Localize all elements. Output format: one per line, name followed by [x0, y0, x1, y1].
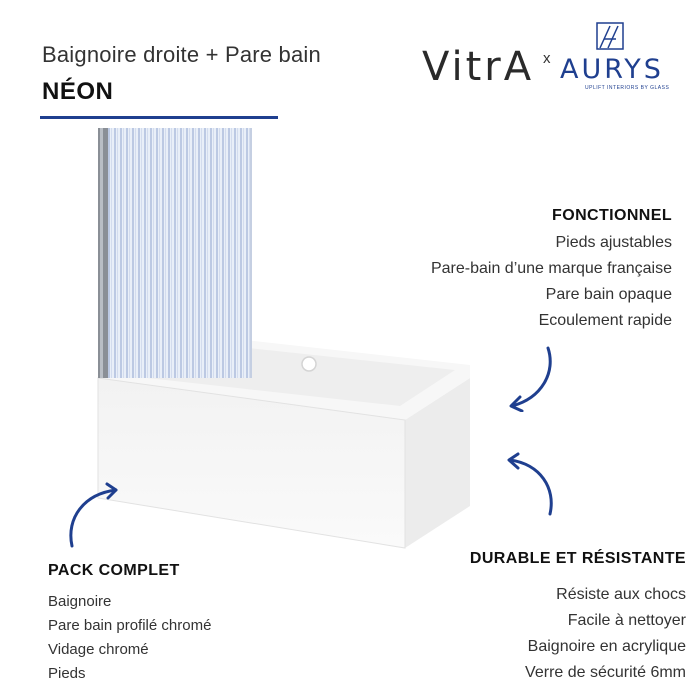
brand-separator: x	[543, 50, 551, 67]
arrow-pack-icon	[62, 482, 127, 552]
list-item: Baignoire en acrylique	[527, 638, 686, 655]
arrow-fonctionnel-icon	[500, 342, 560, 412]
aurys-tagline: UPLIFT INTERIORS BY GLASS	[585, 85, 670, 91]
list-item: Vidage chromé	[48, 641, 149, 658]
fonctionnel-title: FONCTIONNEL	[552, 207, 672, 224]
durable-title: DURABLE ET RÉSISTANTE	[469, 550, 686, 567]
list-item: Ecoulement rapide	[538, 312, 672, 329]
durable-list	[525, 582, 686, 686]
aurys-logo: AURYS	[560, 54, 664, 85]
list-item: Pare bain opaque	[545, 286, 672, 303]
bathtub-drain	[302, 357, 316, 371]
list-item: Pare bain profilé chromé	[48, 617, 212, 634]
list-item: Pieds ajustables	[555, 234, 672, 251]
product-subtitle: Baignoire droite + Pare bain	[42, 42, 321, 67]
list-item: Facile à nettoyer	[567, 612, 686, 629]
pack-list	[48, 590, 211, 686]
list-item: Pare-bain d’une marque française	[430, 260, 672, 277]
list-item: Pieds	[48, 665, 86, 682]
list-item: Verre de sécurité 6mm	[525, 664, 686, 681]
vitra-logo: VitrA	[422, 44, 535, 90]
fonctionnel-list	[431, 230, 672, 334]
pack-title: PACK COMPLET	[48, 562, 180, 579]
product-title: NÉON	[42, 78, 114, 105]
list-item: Baignoire	[48, 593, 112, 610]
arrow-durable-icon	[500, 452, 560, 522]
list-item: Résiste aux chocs	[556, 586, 686, 603]
bath-screen-glass	[108, 128, 250, 378]
